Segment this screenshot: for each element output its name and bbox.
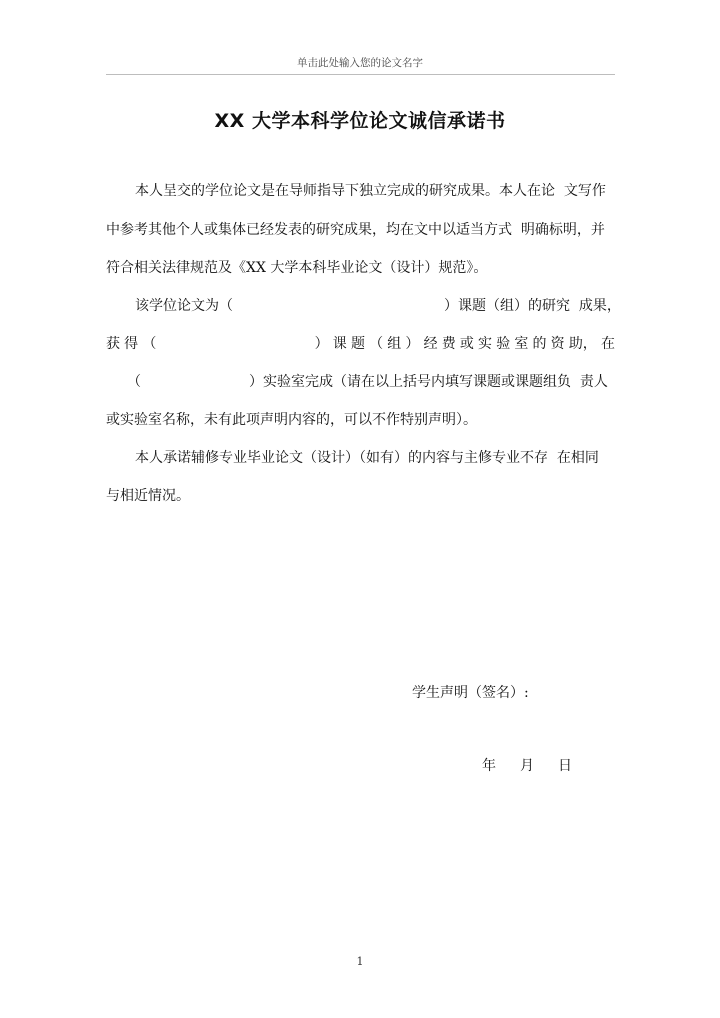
date-row xyxy=(482,755,572,775)
p2l2-char: （ xyxy=(142,336,157,352)
page-number: 1 xyxy=(356,955,364,968)
p2l2-char: 费 xyxy=(441,336,456,352)
p2l2-char: 组 xyxy=(387,336,402,352)
blank-space xyxy=(160,335,310,353)
p2l2-char: ） xyxy=(314,336,329,352)
document-title: XX 大学本科学位论文诚信承诺书 xyxy=(214,110,506,132)
p2l2-char: ） xyxy=(405,336,420,352)
paragraph1-line3: 符合相关法律规范及《XX 大学本科毕业论文（设计）规范》。 xyxy=(106,260,488,276)
header-divider xyxy=(106,74,615,75)
paragraph3-line2: 与相近情况。 xyxy=(106,488,190,504)
p2l2-char: 课 xyxy=(332,336,347,352)
paragraph2-line3-left: （ xyxy=(127,374,141,390)
paragraph3-line1: 本人承诺辅修专业毕业论文（设计）（如有）的内容与主修专业不存 在相同 xyxy=(135,450,599,466)
paragraph1-line2: 中参考其他个人或集体已经发表的研究成果，均在文中以适当方式 明确标明，并 xyxy=(106,222,605,238)
date-day: 日 xyxy=(558,758,572,774)
p2l2-char: 得 xyxy=(124,336,139,352)
p2l2-char: 或 xyxy=(459,336,474,352)
p2l2-char: 助， xyxy=(568,336,597,352)
p2l2-char: 经 xyxy=(423,336,438,352)
p2l2-char: 室 xyxy=(514,336,529,352)
paragraph2-line1-left: 该学位论文为（ xyxy=(135,298,233,314)
date-month: 月 xyxy=(520,758,534,774)
paragraph2-line2 xyxy=(106,335,615,353)
p2l2-char: 的 xyxy=(532,336,547,352)
p2l2-char: （ xyxy=(369,336,384,352)
signature-label: 学生声明（签名）: xyxy=(412,685,529,701)
paragraph2-line3-right: ）实验室完成（请在以上括号内填写课题或课题组负 责人 xyxy=(249,374,608,390)
p2l2-char: 实 xyxy=(478,336,493,352)
p2l2-char: 验 xyxy=(496,336,511,352)
p2l2-char: 题 xyxy=(350,336,365,352)
p2l2-char: 在 xyxy=(600,336,615,352)
paragraph2-line1-right: ）课题（组）的研究 成果， xyxy=(444,298,621,314)
paragraph2-line4: 或实验室名称，未有此项声明内容的，可以不作特别声明）。 xyxy=(106,412,477,428)
p2l2-char: 资 xyxy=(550,336,565,352)
date-year: 年 xyxy=(482,758,496,774)
paragraph1-line1: 本人呈交的学位论文是在导师指导下独立完成的研究成果。本人在论 文写作 xyxy=(135,183,606,199)
header-thesis-title[interactable]: 单击此处输入您的论文名字 xyxy=(297,57,423,69)
p2l2-char: 获 xyxy=(106,336,120,352)
